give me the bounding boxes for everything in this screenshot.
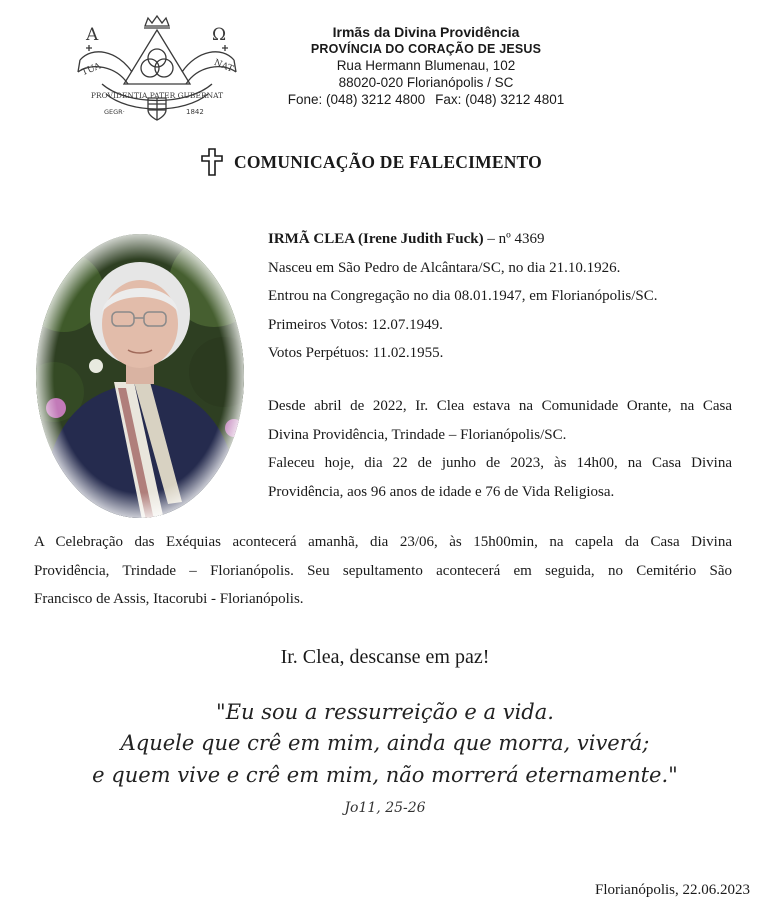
- logo-banner-center: PROVIDENTIA PATER GUBERNAT: [90, 91, 224, 100]
- logo-banner-left: TUA: [80, 61, 103, 79]
- title-row: [200, 148, 542, 176]
- organization-info: [276, 24, 576, 108]
- funeral-paragraph: [34, 528, 732, 614]
- document-date: Florianópolis, 22.06.2023: [594, 882, 750, 898]
- bio-perpetual-vows: Votos Perpétuos: 11.02.1955.: [268, 345, 444, 361]
- cross-icon: [200, 148, 224, 176]
- contact-line: [276, 91, 576, 108]
- bio-first-vows: Primeiros Votos: 12.07.1949.: [268, 316, 443, 333]
- logo-banner-right: NAT: [212, 57, 235, 75]
- city-address: 88020-020 Florianópolis / SC: [338, 75, 514, 90]
- paragraph-line: Divina Providência, Trindade – Florianópolis/SC.: [268, 426, 567, 443]
- paragraph-line: Providência, aos 96 anos de idade e 76 de Vida Religiosa.: [268, 483, 615, 500]
- congregation-logo: [72, 10, 242, 122]
- paragraph-line: A Celebração das Exéquias acontecerá amanhã, dia 23/06, às 15h00min, na capela da Casa Divina: [34, 534, 732, 550]
- sister-number: – nº 4369: [483, 231, 545, 247]
- phone-number: Fone: (048) 3212 4800: [287, 92, 426, 107]
- bio-heading: [268, 225, 732, 254]
- fax-number: Fax: (048) 3212 4801: [435, 92, 565, 107]
- verse-line-3: e quem vive e crê em mim, não morrerá eternamente.": [92, 763, 678, 787]
- biography: [268, 225, 732, 368]
- sister-name: IRMÃ CLEA (Irene Judith Fuck): [268, 231, 484, 247]
- page-title: COMUNICAÇÃO DE FALECIMENTO: [234, 151, 542, 172]
- logo-alpha: Α: [86, 25, 99, 45]
- paragraph-line: Providência, Trindade – Florianópolis. Seu sepultamento acontecerá em seguida, no Cemitério São: [34, 562, 732, 579]
- province-name: PROVÍNCIA DO CORAÇÃO DE JESUS: [310, 42, 542, 56]
- logo-founded-label: GEGR·: [104, 108, 125, 116]
- bio-born: Nasceu em São Pedro de Alcântara/SC, no dia 21.10.1926.: [268, 259, 621, 276]
- paragraph-line: Francisco de Assis, Itacorubi - Florianópolis.: [34, 591, 304, 607]
- verse-reference: Jo11, 25-26: [344, 800, 426, 816]
- farewell-message: Ir. Clea, descanse em paz!: [280, 646, 490, 668]
- verse-line-1: "Eu sou a ressurreição e a vida.: [216, 700, 554, 724]
- bio-entered: Entrou na Congregação no dia 08.01.1947, em Florianópolis/SC.: [268, 288, 658, 304]
- community-paragraph: [268, 392, 732, 506]
- logo-founded-year: 1842: [186, 108, 204, 116]
- paragraph-line: Desde abril de 2022, Ir. Clea estava na Comunidade Orante, na Casa: [268, 398, 732, 414]
- verse-line-2: Aquele que crê em mim, ainda que morra, viverá;: [120, 731, 650, 755]
- paragraph-line: Faleceu hoje, dia 22 de junho de 2023, às 14h00, na Casa Divina: [268, 455, 732, 471]
- street-address: Rua Hermann Blumenau, 102: [336, 58, 516, 73]
- org-name: Irmãs da Divina Providência: [332, 24, 520, 40]
- portrait-photo: [34, 232, 246, 520]
- logo-omega: Ω: [212, 25, 227, 45]
